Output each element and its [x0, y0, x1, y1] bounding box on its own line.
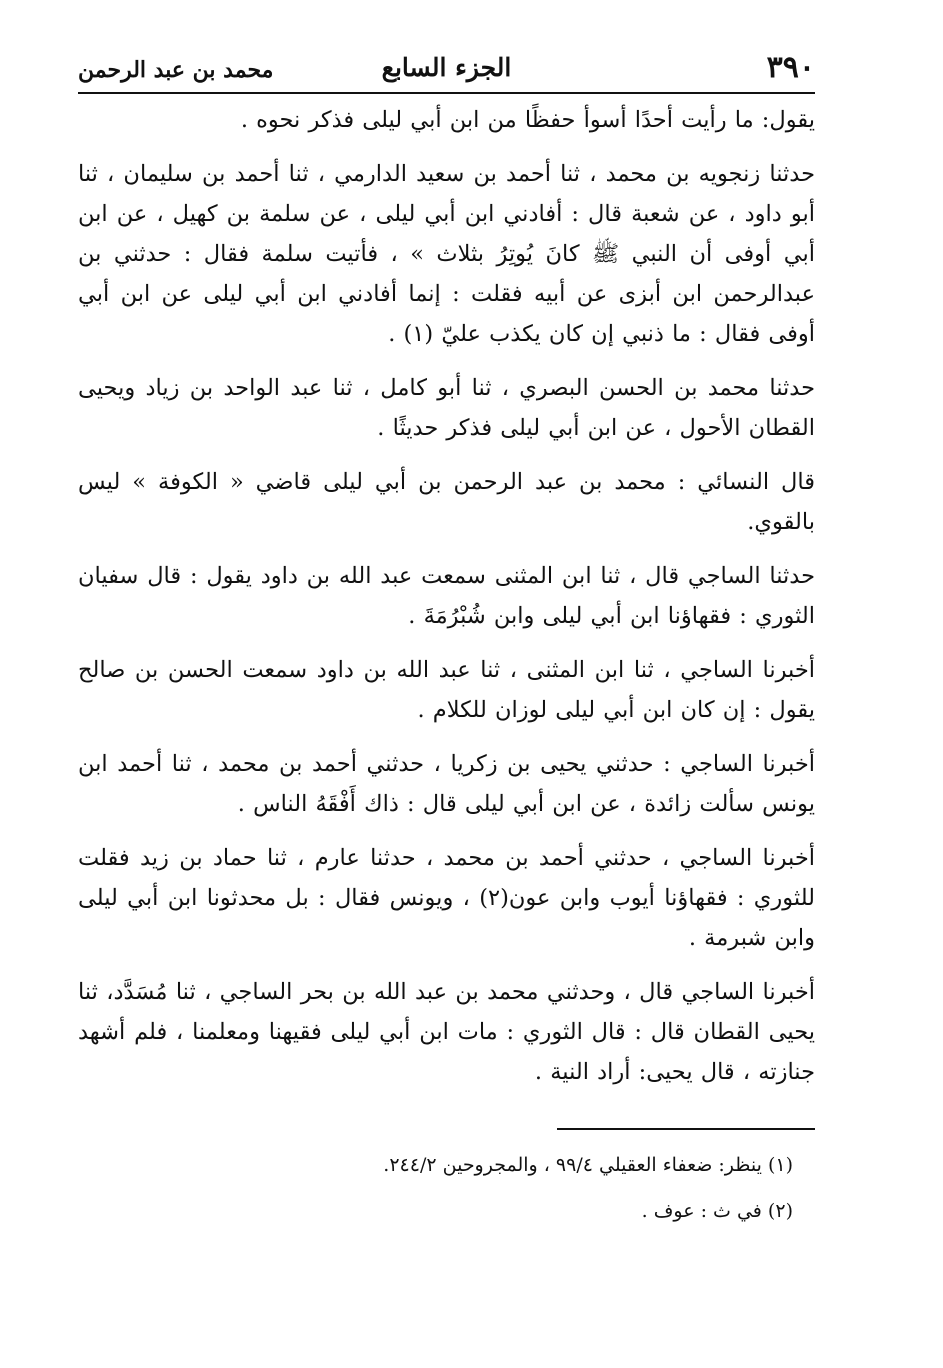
main-text: [78, 100, 815, 1106]
footnote: (١) ينظر: ضعفاء العقيلي ٩٩/٤ ، والمجروحين ٢٤٤/٢.: [383, 1154, 793, 1176]
paragraph: حدثنا محمد بن الحسن البصري ، ثنا أبو كامل ، ثنا عبد الواحد بن زياد ويحيى القطان الأحول ، عن ابن أبي ليلى فذكر حديثًا .: [78, 375, 815, 441]
paragraph: قال النسائي : محمد بن عبد الرحمن بن أبي ليلى قاضي « الكوفة » ليس بالقوي.: [78, 469, 815, 535]
footnotes: [78, 1148, 793, 1240]
paragraph: أخبرنا الساجي ، حدثني أحمد بن محمد ، حدثنا عارم ، ثنا حماد بن زيد فقلت للثوري : فقهاؤنا أيوب وابن عون(٢) ، ويونس فقال : بل محدثونا ابن أبي ليلى وابن شبرمة .: [78, 845, 815, 951]
footnote: (٢) في ث : عوف .: [641, 1200, 793, 1222]
page-number: ٣٩٠: [766, 50, 815, 85]
paragraph: أخبرنا الساجي قال ، وحدثني محمد بن عبد الله بن بحر الساجي ، ثنا مُسَدَّد، ثنا يحيى القطان قال : قال الثوري : مات ابن أبي ليلى فقيهنا ومعلمنا ، فلم أشهد جنازته ، قال يحيى: أراد النية .: [78, 979, 815, 1085]
footnote-separator: [557, 1128, 815, 1130]
paragraph: حدثنا زنجويه بن محمد ، ثنا أحمد بن سعيد الدارمي ، ثنا أحمد بن سليمان ، ثنا أبو داود ، عن شعبة قال : أفادني ابن أبي ليلى ، عن سلمة بن كهيل ، عن ابن أبي أوفى أن النبي ﷺ كانَ يُوتِرُ بثلاث » ، فأتيت سلمة فقال : حدثني بن عبدالرحمن ابن أبزى عن أبيه فقلت : إنما أفادني ابن أبي ليلى عن ابن أبي أوفى فقال : ما ذنبي إن كان يكذب عليّ (١) .: [78, 161, 815, 347]
paragraph: أخبرنا الساجي ، ثنا ابن المثنى ، ثنا عبد الله بن داود سمعت الحسن بن صالح يقول : إن كان ابن أبي ليلى لوزان للكلام .: [78, 657, 815, 723]
paragraph: حدثنا الساجي قال ، ثنا ابن المثنى سمعت عبد الله بن داود يقول : قال سفيان الثوري : فقهاؤنا ابن أبي ليلى وابن شُبْرُمَةَ .: [78, 563, 815, 629]
page-header: [78, 48, 815, 94]
paragraph: أخبرنا الساجي : حدثني يحيى بن زكريا ، حدثني أحمد بن محمد ، ثنا أحمد ابن يونس سألت زائدة ، عن ابن أبي ليلى قال : ذاك أَفْقَهُ الناس .: [78, 751, 815, 817]
volume-title: الجزء السابع: [381, 53, 512, 82]
running-title: محمد بن عبد الرحمن: [78, 57, 274, 83]
paragraph: يقول: ما رأيت أحدًا أسوأ حفظًا من ابن أبي ليلى فذكر نحوه .: [240, 107, 815, 133]
